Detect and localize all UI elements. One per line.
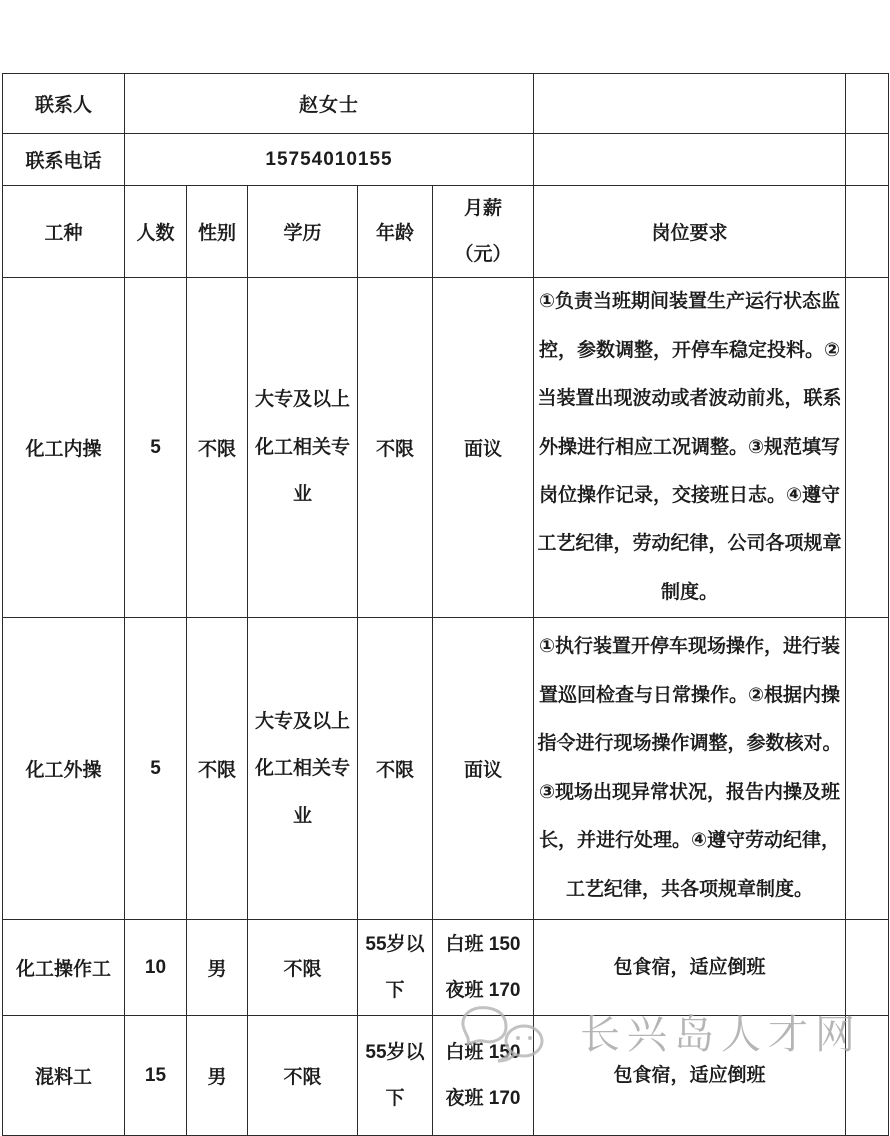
job-title: 化工操作工 [3,920,125,1016]
job-age: 55岁以下 [358,1016,433,1136]
job-salary: 面议 [433,278,534,618]
empty-cell [846,1016,889,1136]
watermark-text: 长兴岛人才网 [580,1012,862,1057]
empty-cell [534,134,846,186]
contact-phone-value: 15754010155 [125,134,534,186]
job-requirements: ①执行装置开停车现场操作，进行装置巡回检查与日常操作。②根据内操指令进行现场操作调整，参数核对。③现场出现异常状况，报告内操及班长，并进行处理。④遵守劳动纪律，工艺纪律，共各项规章制度。 [534,618,846,920]
empty-cell [846,278,889,618]
job-education: 大专及以上化工相关专业 [248,278,358,618]
header-requirements: 岗位要求 [534,186,846,278]
job-gender: 不限 [187,618,248,920]
contact-phone-row [3,134,889,186]
header-education: 学历 [248,186,358,278]
job-count: 5 [125,278,187,618]
job-salary: 面议 [433,618,534,920]
job-count: 10 [125,920,187,1016]
job-count: 5 [125,618,187,920]
table-row [3,920,889,1016]
table-header-row [3,186,889,278]
job-table [2,73,889,1136]
contact-person-row [3,74,889,134]
job-title: 化工内操 [3,278,125,618]
job-requirements: ①负责当班期间装置生产运行状态监控，参数调整，开停车稳定投料。②当装置出现波动或者波动前兆，联系外操进行相应工况调整。③规范填写岗位操作记录，交接班日志。④遵守工艺纪律，劳动纪律，公司各项规章制度。 [534,278,846,618]
header-age: 年龄 [358,186,433,278]
contact-person-value: 赵女士 [125,74,534,134]
job-age: 55岁以下 [358,920,433,1016]
header-gender: 性别 [187,186,248,278]
job-education: 大专及以上化工相关专业 [248,618,358,920]
job-gender: 不限 [187,278,248,618]
job-education: 不限 [248,1016,358,1136]
job-count: 15 [125,1016,187,1136]
contact-phone-label: 联系电话 [3,134,125,186]
empty-cell [846,74,889,134]
empty-cell [846,134,889,186]
table-row [3,618,889,920]
job-title: 混料工 [3,1016,125,1136]
job-age: 不限 [358,618,433,920]
empty-cell [846,186,889,278]
contact-person-label: 联系人 [3,74,125,134]
job-title: 化工外操 [3,618,125,920]
header-job: 工种 [3,186,125,278]
job-requirements: 包食宿，适应倒班 [534,920,846,1016]
header-salary: 月薪 （元） [433,186,534,278]
empty-cell [846,920,889,1016]
job-education: 不限 [248,920,358,1016]
empty-cell [534,74,846,134]
table-row [3,1016,889,1136]
job-salary: 白班 150 夜班 170 [433,920,534,1016]
job-requirements: 包食宿，适应倒班 [534,1016,846,1136]
job-salary: 白班 150 夜班 170 [433,1016,534,1136]
job-gender: 男 [187,920,248,1016]
job-gender: 男 [187,1016,248,1136]
empty-cell [846,618,889,920]
header-count: 人数 [125,186,187,278]
job-age: 不限 [358,278,433,618]
table-row [3,278,889,618]
